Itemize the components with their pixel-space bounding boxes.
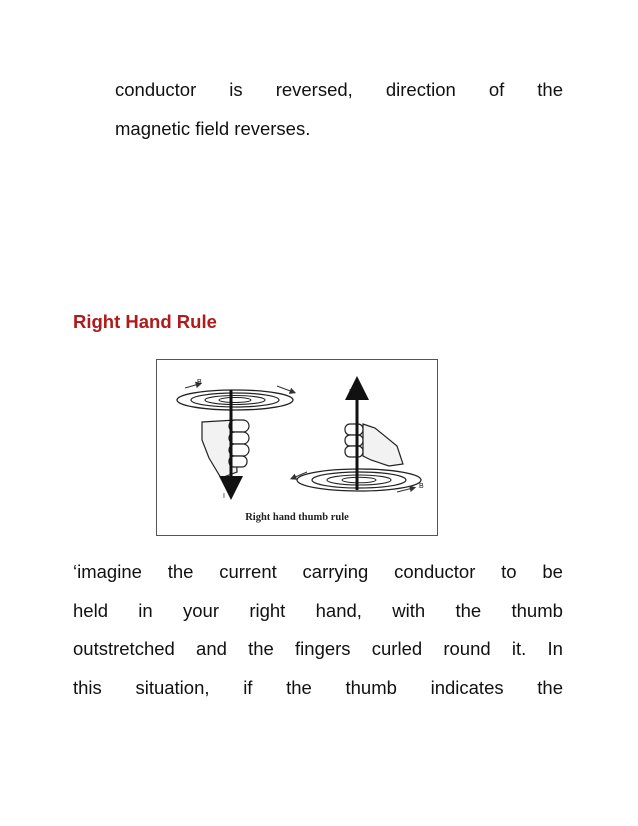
word: outstretched: [73, 638, 175, 659]
word: indicates: [430, 677, 504, 698]
word: it.: [511, 638, 527, 659]
right-current-label: I: [349, 389, 351, 396]
word: this: [73, 677, 102, 698]
word: thumb: [511, 600, 563, 621]
right-hand-rule-illustration: [157, 360, 437, 535]
word: right: [249, 600, 286, 621]
right-hand-diagram: [293, 388, 424, 492]
word: in: [138, 600, 153, 621]
word: conductor: [115, 79, 197, 100]
word: the: [537, 677, 563, 698]
word: the: [455, 600, 482, 621]
word: and: [196, 638, 227, 659]
paragraph-bottom-line-4: [73, 677, 563, 699]
word: In: [547, 638, 563, 659]
word: reversed,: [275, 79, 353, 100]
right-hand-rule-figure: [156, 359, 438, 536]
word: current: [219, 561, 277, 582]
right-field-label: B: [419, 483, 424, 490]
paragraph-bottom-line-3: [73, 638, 563, 660]
paragraph-top-line-2: magnetic field reverses.: [115, 118, 311, 139]
paragraph-bottom-line-1: [73, 561, 563, 583]
word: the: [167, 561, 194, 582]
word: if: [243, 677, 253, 698]
word: round: [443, 638, 491, 659]
word: hand,: [315, 600, 362, 621]
figure-caption: Right hand thumb rule: [245, 512, 349, 523]
word: situation,: [135, 677, 210, 698]
section-heading: Right Hand Rule: [73, 311, 217, 332]
left-field-label: B: [197, 379, 202, 386]
word: thumb: [345, 677, 397, 698]
word: fingers: [295, 638, 351, 659]
word: the: [537, 79, 563, 100]
paragraph-top-line-1: [115, 79, 563, 101]
left-current-label: I: [223, 493, 225, 500]
word: to: [501, 561, 517, 582]
word: the: [248, 638, 274, 659]
word: the: [286, 677, 312, 698]
word: your: [183, 600, 220, 621]
word: ‘imagine: [73, 561, 142, 582]
word: be: [542, 561, 563, 582]
word: carrying: [302, 561, 369, 582]
word: held: [73, 600, 108, 621]
word: is: [229, 79, 243, 100]
word: curled: [371, 638, 423, 659]
paragraph-bottom-line-2: [73, 600, 563, 622]
word: of: [488, 79, 505, 100]
word: direction: [385, 79, 456, 100]
word: conductor: [394, 561, 476, 582]
left-hand-diagram: [177, 379, 293, 500]
word: with: [392, 600, 426, 621]
